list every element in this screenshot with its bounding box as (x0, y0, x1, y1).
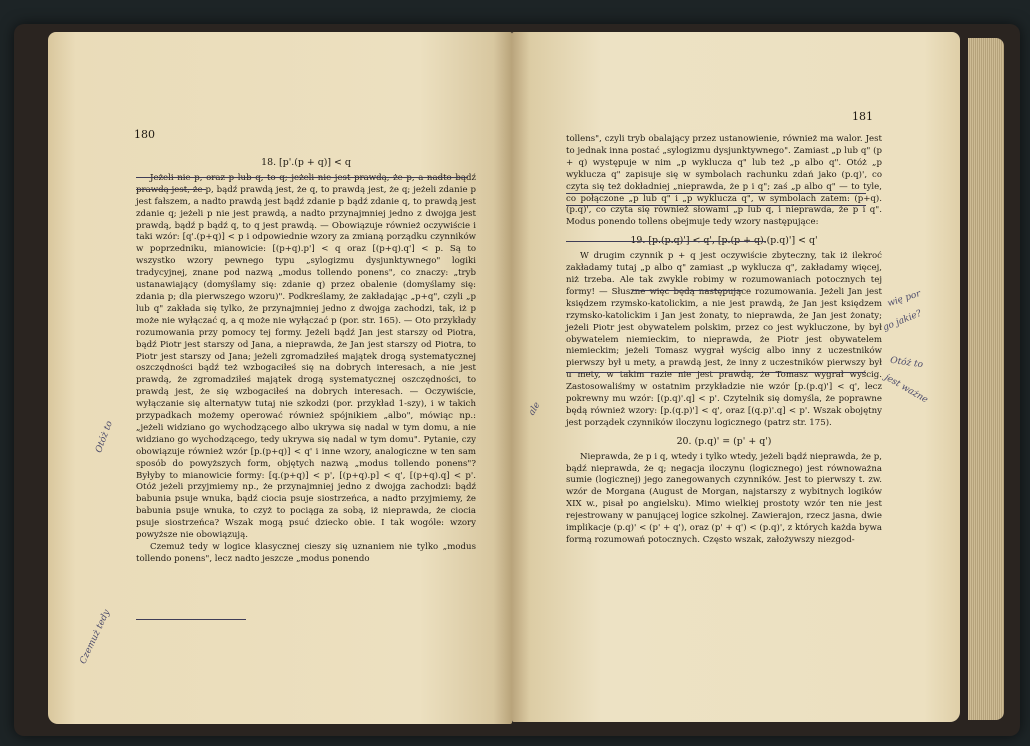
left-paragraph-2: Czemuż tedy w logice klasycznej cieszy się uznaniem nie tylko „modus tollendo ponens", lecz nadto jeszcze „modus ponendo (136, 542, 476, 564)
open-book (14, 24, 1020, 736)
right-page (512, 32, 960, 722)
formula-heading-19: 19. [p.(p.q)'] < q', [p.(p + q).(p.q)'] < q' (630, 235, 818, 247)
pencil-underline (632, 290, 742, 291)
pencil-underline (566, 193, 866, 194)
margin-note-right-2: go jakie? (881, 308, 924, 334)
pencil-underline (136, 189, 206, 190)
pencil-underline (566, 372, 866, 373)
left-page-body (136, 154, 476, 566)
page-edges (968, 38, 1004, 720)
left-paragraph-1: Jeżeli nie p, oraz p lub q, to q; jeżeli nie jest prawdą, że p, a nadto bądź prawdą jest, że p, bądź prawdą jest, że q, to prawdą jest, że q; jeżeli zdanie p jest fałszem, a nadto prawdą jest bądź zdanie p bądź zdanie q, to prawdą jest zdanie q; jeżeli p nie jest prawdą, a nadto przynajmniej jedno z dwojga jest prawdą, bądź p bądź q, to q jest prawdą. — Obowiązuje również oczywiście i taki wzór: [q'.(p+q)] < p i odpowiednie wzory za zmianą porządku czynników w poprzedniku, mianowicie: [(p+q).p'] < q oraz [(p+q).q'] < p. Są to wszystko wzory pewnego typu „sylogizmu dysjunktywnego" logiki tradycyjnej, znane pod nazwą „modus tollendo ponens", co znaczy: „tryb ustanawiający (domyślamy się: zdanie q) przez obalenie (domyślamy się: zdania p; dla pierwszego wzoru)". Podkreślamy, że zakładając „p+q", czyli „p lub q" zakłada się tylko, że przynajmniej jedno z dwojga zachodzi, tak, iż p może nie wyłączać q, a q może nie wyłączać p (por. str. 165). — Oto przykłady rozumowania przy pomocy tej formy. Jeżeli bądź Jan jest starszy od Piotra, bądź Piotr jest starszy od Jana, a nieprawda, że Jan jest starszy od Piotra, to Piotr jest starszy od Jana; jeżeli zgromadziłeś majątek drogą systematycznej oszczędności bądź też wzbogaciłeś się na dobrych interesach, a nie jest prawdą, że zgromadziłeś majątek drogą systematycznej oszczędności, to prawdą jest, że się wzbogaciłeś na dobrych interesach. — Oczywiście, wyłączanie się alternatyw tutaj nie szkodzi (por. przykład 1-szy), i w takich przypadkach możemy operować również spójnikiem „albo", mówiąc np.: „jeżeli widziano go wychodzącego albo ukrywa się nadal w tym domu, a nie widziano go wychodzącego, tedy ukrywa się nadal w tym domu". Pytanie, czy obowiązuje również wzór [p.(p+q)] < q' i inne wzory, analogiczne w ten sam sposób do powyższych form, objętych nazwą „modus tollendo ponens"? Byłyby to mianowicie formy: [q.(p+q)] < p', [(p+q).p] < q', [(p+q).q] < p'. Otóż jeżeli przyjmiemy np., że przynajmniej jedno z dwojga zachodzi: bądź babunia psuje wnuka, bądź ciocia psuje siostrzeńca, a nadto przyjmiemy, że babunia psuje wnuka, to czyż to pociąga za sobą, iż nieprawda, że ciocia psuje siostrzeńca? Wszak mogą psuć dziecko obie. I tak wogóle: wzory powyższe nie obowiązują. (136, 172, 476, 541)
formula-heading-18: 18. [p'.(p + q)] < q (261, 157, 351, 168)
margin-note-right-1: wię por (886, 288, 922, 310)
left-page (48, 32, 512, 724)
margin-note-left-2: Czemuż tedy (78, 608, 113, 666)
page-number-right: 181 (852, 110, 873, 123)
right-paragraph-3: Nieprawda, że p i q, wtedy i tylko wtedy, jeżeli bądź nieprawda, że p, bądź nieprawda, że q; negacja iloczynu (logicznego) jest równoważna sumie (logicznej) jego zanegowanych czynników. Jest to pierwszy t. zw. wzór de Morgana (August de Morgan, najstarszy z wybitnych logików XIX w., pisał po angielsku). Mimo wielkiej prostoty wzór ten nie jest rejestrowany w panującej logice szkolnej. Zawierajon, rzecz jasna, dwie implikacje (p.q)' < (p' + q'), oraz (p' + q') < (p.q)', z których każda bywa formą rozumowań potocznych. Często wszak, założywszy niezgod- (566, 451, 882, 545)
margin-note-right-3: Otóż to (889, 355, 924, 371)
right-paragraph-2: W drugim czynnik p + q jest oczywiście zbyteczny, tak iż ilekroć zakładamy tutaj „p albo q" zamiast „p wyklucza q", zakładamy więcej, niż trzeba. Ale tak zwykle robimy w rozumowaniach potocznych tej formy! — Słuszne więc będą następujące rozumowania. Jeżeli Jan jest księdzem rzymsko-katolickim, a nie jest prawdą, że Jan jest księdzem rzymsko-katolickim i Jan jest żonaty, to nieprawda, że Jan jest żonaty; jeżeli Piotr jest obywatelem polskim, przez co jest wykluczone, by był obywatelem niemieckim, to nieprawda, że Piotr jest obywatelem niemieckim; jeżeli Tomasz wygrał wyścig albo inny z uczestników pierwszy był u mety, a prawdą jest, że inny z uczestników pierwszy był u mety, w takim razie nie jest prawdą, że Tomasz wygrał wyścig. Zastosowaliśmy w ostatnim przykładzie nie wzór [p.(p.q)'] < q', lecz pokrewny mu wzór: [(p.q)'.q] < p'. Czytelnik się domyśla, że poprawne będą również wzory: [p.(q.p)'] < q', oraz [(q.p)'.q] < p'. Wszak obojętny jest porządek czynników iloczynu logicznego (patrz str. 175). (566, 251, 882, 428)
pencil-underline (136, 177, 468, 178)
margin-note-right-5: ale (527, 400, 543, 418)
page-number-left: 180 (134, 128, 155, 141)
formula-heading-20: 20. (p.q)' = (p' + q') (676, 435, 772, 447)
right-paragraph-1: tollens", czyli tryb obalający przez ustanowienie, również ma walor. Jest to jednak inna postać „sylogizmu dysjunktywnego". Zamiast „p lub q" (p + q) występuje w nim „p wyklucza q" lub też „p albo q". Otóż „p wyklucza q" zapisuje się w symbolach rachunku zdań jako (p.q)', co czyta się też dokładniej „nieprawda, że p i q"; zaś „p albo q" — to tyle, co połączone „p lub q" i „p wyklucza q", w symbolach zatem: (p+q).(p.q)', co czyta się również słowami „p lub q, i nieprawda, że p i q". Modus ponendo tollens obejmuje tedy wzory następujące: (566, 134, 882, 228)
right-page-body (566, 134, 882, 547)
pencil-underline (566, 241, 766, 242)
margin-note-left-1: Otóż to (94, 419, 115, 455)
margin-note-right-4: jest ważne (882, 372, 930, 406)
pencil-underline (566, 205, 866, 206)
pencil-underline (136, 619, 246, 620)
